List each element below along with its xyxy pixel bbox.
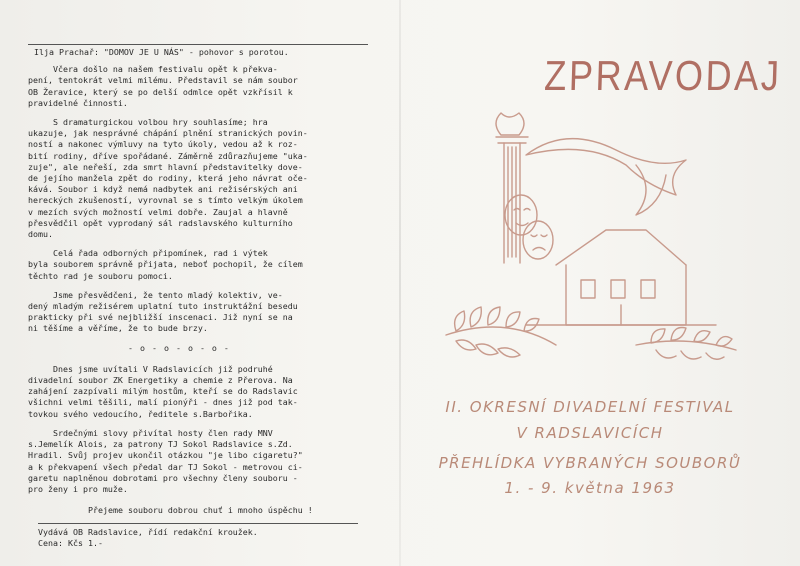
page-fold	[399, 0, 401, 566]
section-separator: - o - o - o - o -	[128, 342, 230, 353]
ribbon-icon	[526, 139, 686, 215]
laurel-branch-icon	[446, 307, 736, 359]
left-page	[28, 44, 373, 520]
top-rule	[28, 44, 368, 45]
article-heading: Ilja Prachař: "DOMOV JE U NÁS" - pohovor s porotou.	[34, 47, 289, 57]
price-line: Cena: Kčs 1.-	[38, 538, 103, 548]
publisher-line: Vydává OB Radslavice, řídí redakční kroužek.	[38, 527, 258, 537]
paragraph-3: Celá řada odborných připomínek, rad i výtek byla souborem správně přijata, neboť pochopil, že cílem těchto rad je souboru pomoci.	[28, 248, 303, 281]
footer-rule	[38, 523, 358, 524]
festival-subtitle: PŘEHLÍDKA VYBRANÝCH SOUBORŮ	[438, 454, 742, 472]
theatre-illustration	[426, 95, 746, 395]
festival-name: II. OKRESNÍ DIVADELNÍ FESTIVAL	[445, 398, 735, 416]
paragraph-5: Dnes jsme uvítali V Radslavicích již podruhé divadelní soubor ZK Energetiky a chemie z Přerova. Na zahájení zazpívali milým hostům, kteří se do Radslavic všichni velmi těšili, malí pionýři - dnes již pod tak- tovkou svého vedoucího, ředitele s.Barbořika.	[28, 363, 298, 419]
paragraph-4: Jsme přesvědčeni, že tento mladý kolektiv, ve- dený mladým režisérem uplatní tuto instruktážní besedu prakticky při své nejbližší inscenaci. Již nyní se na ni těšíme a věříme, že to bude brzy.	[28, 289, 298, 334]
festival-dates: 1. - 9. května 1963	[504, 479, 676, 497]
closing-wish: Přejeme souboru dobrou chuť i mnoho úspěchu !	[88, 505, 313, 516]
colophon	[38, 523, 358, 549]
paragraph-1: Včera došlo na našem festivalu opět k překva- pení, tentokrát velmi milému. Představil se nám soubor OB Žeravice, který se po delší odmlce opět vzkřísil k pravidelné činnosti.	[28, 64, 298, 108]
paragraph-2: S dramaturgickou volbou hry souhlasíme; hra ukazuje, jak nesprávné chápání plnění stranických povin- ností a nakonec výmluvy na tyto úkoly, vedou až k roz- bití rodiny, dříve spořádané. Záměrně zdůrazňujeme "uka- zuje", ale neřeší, zda smrt hlavní představitelky dove- de jejího manžela zpět do rodiny, která jeho návrat oče- kává. Soubor i když nemá nadbytek ani režisérských ani hereckých zkušeností, vyrovnal se s tímto velkým úkolem v mezích svých možností velmi dobře. Zaujal a hlavně přesvědčil opět vyprodaný sál radslavského kulturního domu.	[28, 117, 308, 240]
festival-location: V RADSLAVICÍCH	[516, 424, 664, 442]
paragraph-6: Srdečnými slovy přivítal hosty člen rady MNV s.Jemelík Alois, za patrony TJ Sokol Radslavice s.Zd. Hradil. Svůj projev ukončil otázkou "je libo cigaretu?" a k překvapení všech předal dar TJ Sokol - metrovou ci- garetu naplněnou dobrotami pro všechny členy souboru - pro ženy i pro muže.	[28, 427, 303, 494]
building-icon	[526, 230, 716, 325]
newsletter-title: ZPRAVODAJ	[543, 52, 783, 99]
